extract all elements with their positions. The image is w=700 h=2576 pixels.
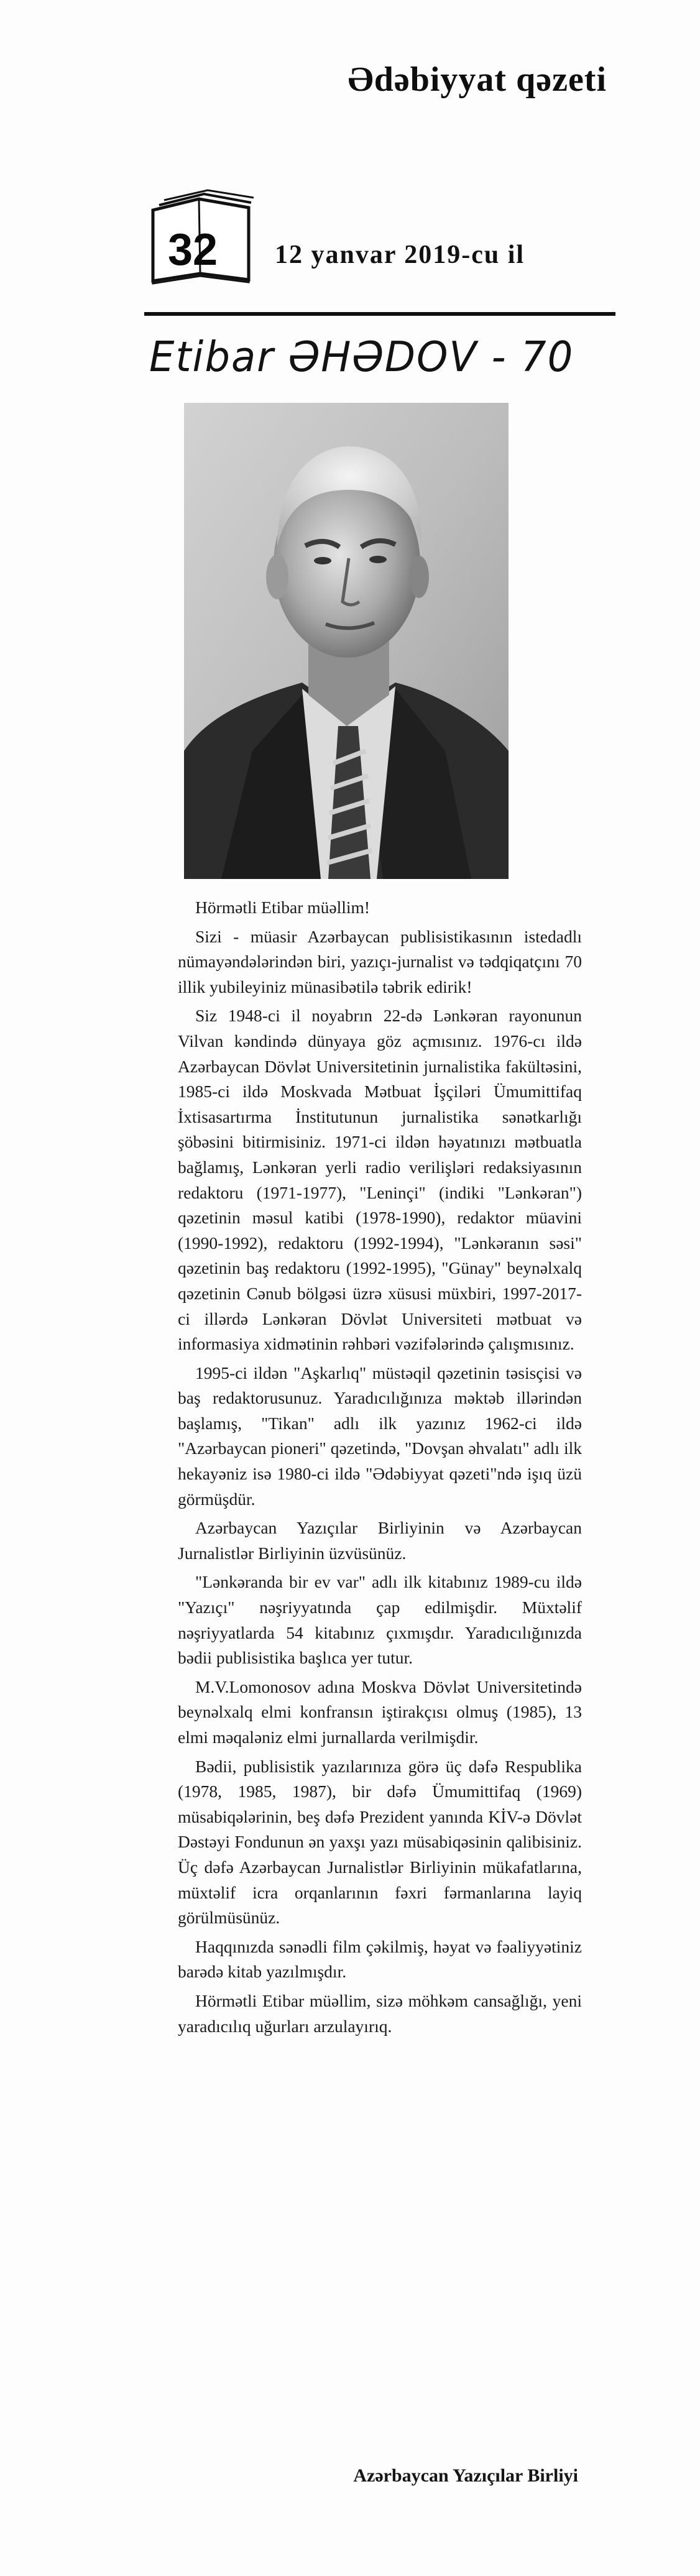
- article-paragraph: 1995-ci ildən "Aşkarlıq" müstəqil qəzetinin təsisçisi və baş redaktorusunuz. Yaradıcılığınıza məktəb illərindən başlamış, "Tikan" adlı ilk yazınız 1962-ci ildə "Azərbaycan pioneri" qəzetində, "Dovşan əhvalatı" adlı ilk hekayəniz isə 1980-ci ildə "Ədəbiyyat qəzeti"ndə işıq üzü görmüşdür.: [178, 1363, 582, 1509]
- article-body: [178, 895, 582, 2043]
- article-paragraph: Siz 1948-ci il noyabrın 22-də Lənkəran rayonunun Vilvan kəndində dünyaya göz açmısınız. 1976-cı ildə Azərbaycan Dövlət Universitetinin jurnalistika fakültəsini, 1985-ci ildə Moskvada Mətbuat İşçiləri Ümumittifaq İxtisasartırma İnstitutunun jurnalistika sənətkarlığı şöbəsini bitirmisiniz. 1971-ci ildən həyatınızı mətbuatla bağlamış, Lənkəran yerli radio verilişləri redaksiyasının redaktoru (1971-1977), "Leninçi" (indiki "Lənkəran") qəzetinin məsul katibi (1978-1990), redaktor müavini (1990-1992), redaktoru (1992-1994), "Lənkəranın səsi" qəzetinin baş redaktoru (1992-1995), "Günay" beynəlxalq qəzetinin Cənub bölgəsi üzrə xüsusi müxbiri, 1997-2017-ci illərdə Lənkəran Dövlət Universiteti mətbuat və informasiya xidmətinin rəhbəri vəzifələrində çalışmısınız.: [178, 1006, 582, 1354]
- article-paragraph: Azərbaycan Yazıçılar Birliyinin və Azərbaycan Jurnalistlər Birliyinin üzvüsünüz.: [178, 1518, 582, 1563]
- article-title: Etibar ƏHƏDOV - 70: [149, 333, 574, 382]
- article-paragraph: Hörmətli Etibar müəllim!: [195, 898, 371, 917]
- header-divider: [144, 312, 615, 316]
- newspaper-name: Ədəbiyyat qəzeti: [348, 60, 607, 99]
- issue-date: 12 yanvar 2019-cu il: [275, 241, 525, 269]
- portrait-photo: [184, 403, 509, 879]
- portrait-photo-icon: [184, 403, 509, 879]
- article-paragraph: Sizi - müasir Azərbaycan publisistikasının istedadlı nümayəndələrindən biri, yazıçı-jurnalist və tədqiqatçını 70 illik yubileyiniz münasibətilə təbrik edirik!: [178, 926, 582, 996]
- article-paragraph: Haqqınızda sənədli film çəkilmiş, həyat və fəaliyyətiniz barədə kitab yazılmışdır.: [178, 1936, 582, 1982]
- article-paragraph: Hörmətli Etibar müəllim, sizə möhkəm cansağlığı, yeni yaradıcılıq uğurları arzulayırıq.: [178, 1990, 582, 2036]
- article-signature: Azərbaycan Yazıçılar Birliyi: [353, 2465, 578, 2486]
- issue-number: 32: [168, 225, 218, 275]
- article-paragraph: "Lənkəranda bir ev var" adlı ilk kitabınız 1989-cu ildə "Yazıçı" nəşriyyatında çap edilmişdir. Müxtəlif nəşriyyatlarda 54 kitabınız çıxmışdır. Yaradıcılığınızda bədii publisistika başlıca yer tutur.: [178, 1572, 582, 1668]
- issue-header: [144, 186, 617, 311]
- article-paragraph: M.V.Lomonosov adına Moskva Dövlət Universitetində beynəlxalq elmi konfransın iştirakçısı olmuş (1985), 13 elmi məqaləniz elmi jurnallarda verilmişdir.: [178, 1677, 582, 1747]
- article-paragraph: Bədii, publisistik yazılarınıza görə üç dəfə Respublika (1978, 1985, 1987), bir dəfə Ümumittifaq (1969) müsabiqələrinin, beş dəfə Prezident yanında KİV-ə Dövlət Dəstəyi Fondunun ən yaxşı yazı müsabiqəsinin qalibisiniz. Üç dəfə Azərbaycan Jurnalistlər Birliyinin mükafatlarına, müxtəlif icra orqanlarının fəxri fərmanlarına layiq görülmüsünüz.: [178, 1756, 582, 1928]
